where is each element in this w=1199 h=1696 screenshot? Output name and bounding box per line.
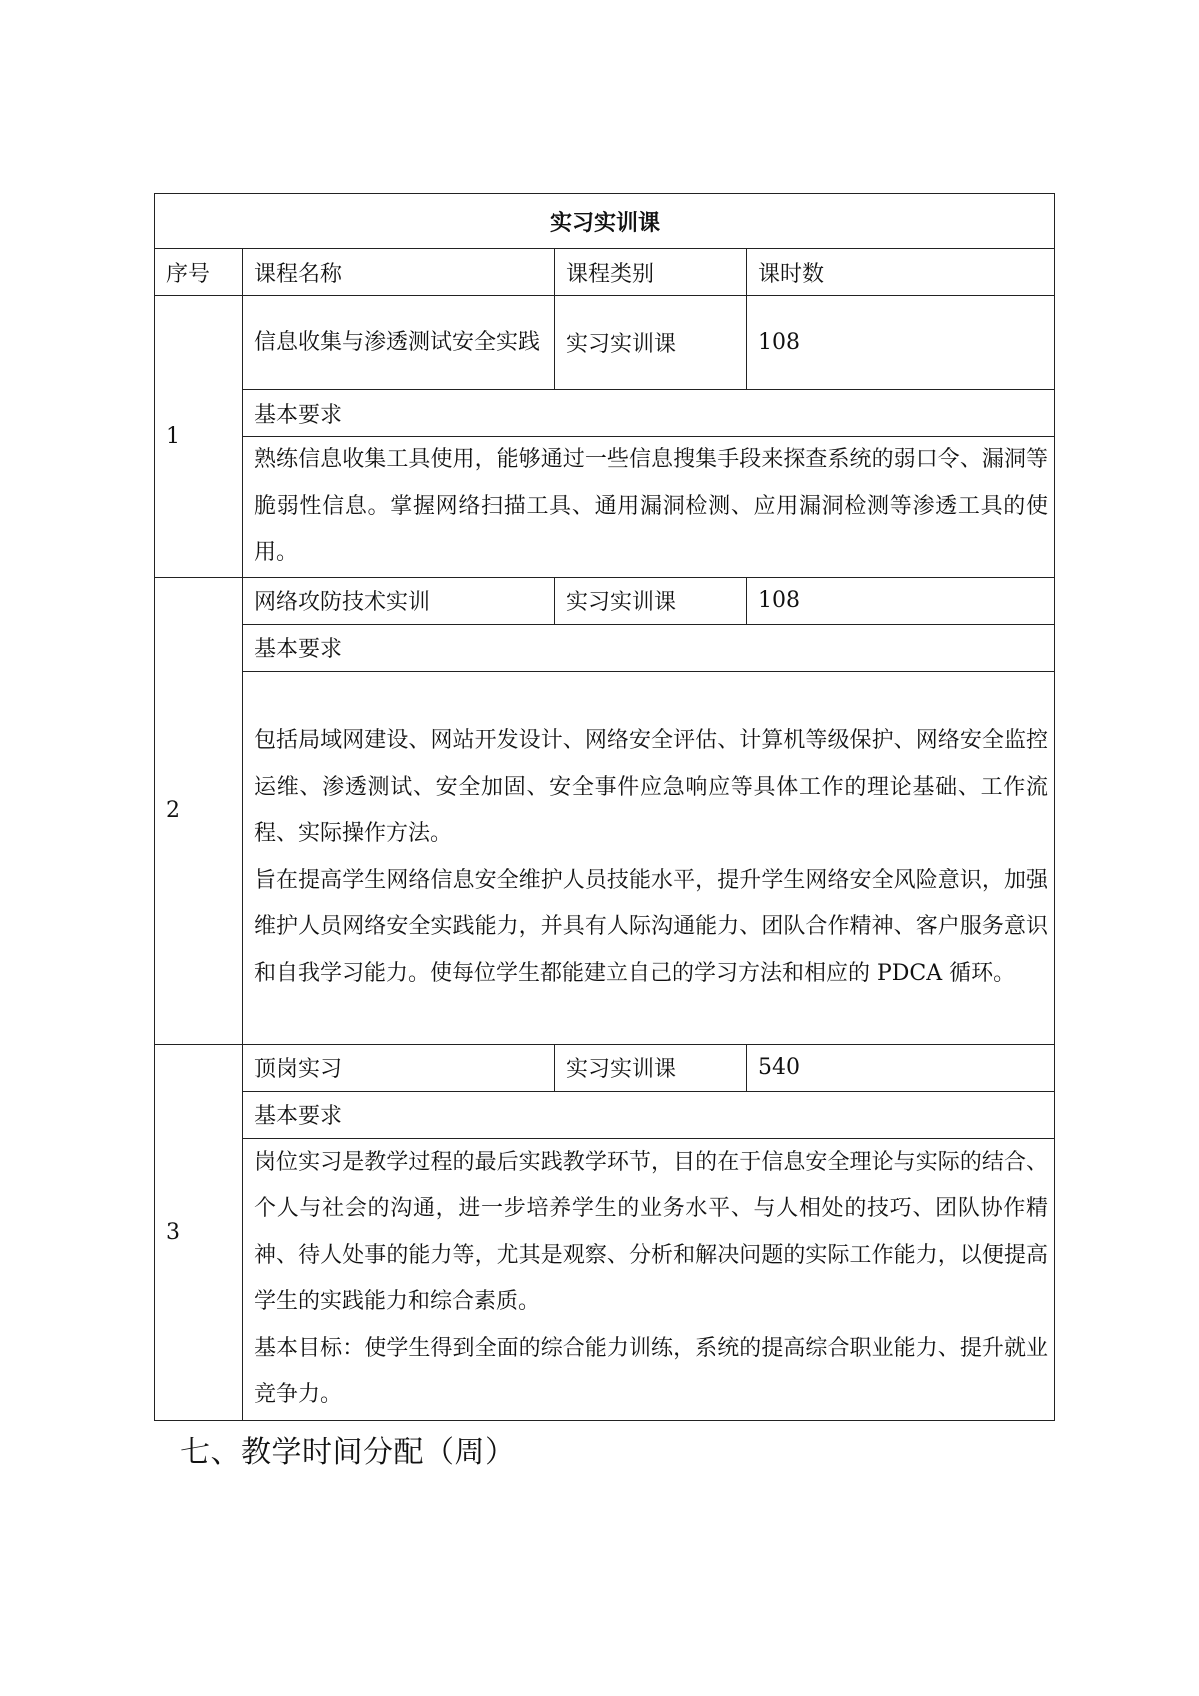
table-title: 实习实训课	[155, 194, 1055, 249]
course-category: 实习实训课	[555, 1044, 747, 1091]
course-hours: 540	[747, 1044, 1055, 1091]
table-row	[155, 577, 1055, 624]
table-row	[155, 296, 1055, 390]
course-name: 信息收集与渗透测试安全实践	[243, 296, 555, 390]
description-paragraph: 旨在提高学生网络信息安全维护人员技能水平，提升学生网络安全风险意识，加强维护人员网络安全实践能力，并具有人际沟通能力、团队合作精神、客户服务意识和自我学习能力。使每位学生都能建立自己的学习方法和相应的 PDCA 循环。	[254, 867, 1049, 986]
description-paragraph: 基本目标：使学生得到全面的综合能力训练，系统的提高综合职业能力、提升就业竞争力。	[254, 1335, 1049, 1407]
course-table	[154, 193, 1055, 1421]
header-hours: 课时数	[747, 249, 1055, 296]
course-category: 实习实训课	[555, 296, 747, 390]
course-index: 1	[155, 296, 243, 578]
header-index: 序号	[155, 249, 243, 296]
description-paragraph: 熟练信息收集工具使用，能够通过一些信息搜集手段来探查系统的弱口令、漏洞等脆弱性信息。掌握网络扫描工具、通用漏洞检测、应用漏洞检测等渗透工具的使用。	[254, 447, 1049, 565]
course-hours: 108	[747, 296, 1055, 390]
requirement-label: 基本要求	[243, 390, 1055, 437]
description-paragraph: 包括局域网建设、网站开发设计、网络安全评估、计算机等级保护、网络安全监控运维、渗透测试、安全加固、安全事件应急响应等具体工作的理论基础、工作流程、实际操作方法。	[254, 728, 1049, 846]
course-name: 顶岗实习	[243, 1044, 555, 1091]
requirement-label: 基本要求	[243, 624, 1055, 671]
requirement-label-row	[155, 1091, 1055, 1138]
course-category: 实习实训课	[555, 577, 747, 624]
course-name: 网络攻防技术实训	[243, 577, 555, 624]
course-index: 3	[155, 1044, 243, 1420]
header-name: 课程名称	[243, 249, 555, 296]
table-row	[155, 1044, 1055, 1091]
requirement-label-row	[155, 390, 1055, 437]
section-heading: 七、教学时间分配（周）	[180, 1435, 516, 1470]
requirement-label-row	[155, 624, 1055, 671]
header-category: 课程类别	[555, 249, 747, 296]
requirement-label: 基本要求	[243, 1091, 1055, 1138]
requirement-description	[243, 1138, 1055, 1420]
requirement-description-row	[155, 1138, 1055, 1420]
requirement-description-row	[155, 437, 1055, 578]
description-paragraph: 岗位实习是教学过程的最后实践教学环节，目的在于信息安全理论与实际的结合、个人与社会的沟通，进一步培养学生的业务水平、与人相处的技巧、团队协作精神、待人处事的能力等，尤其是观察、分析和解决问题的实际工作能力，以便提高学生的实践能力和综合素质。	[254, 1149, 1049, 1314]
requirement-description-row	[155, 671, 1055, 1044]
table-title-row	[155, 194, 1055, 249]
course-hours: 108	[747, 577, 1055, 624]
table-header-row	[155, 249, 1055, 296]
requirement-description	[243, 437, 1055, 578]
requirement-description	[243, 671, 1055, 1044]
course-index: 2	[155, 577, 243, 1044]
